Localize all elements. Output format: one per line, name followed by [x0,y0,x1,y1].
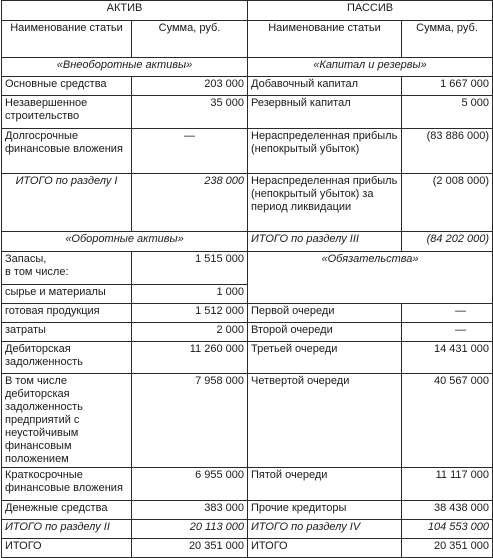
item-name: Дебиторская задолженность [2,342,132,374]
item-value: — [402,323,493,342]
section-total-label: ИТОГО по разделу II [2,520,132,539]
section-title: «Внеоборотные активы» [2,58,248,77]
item-name: Четвертой очереди [248,374,402,468]
item-value: 35 000 [132,96,248,129]
balance-sheet-table [1,0,493,558]
item-name: Нераспределенная прибыль (непокрытый убыток) за период ликвидации [248,174,402,232]
table-row [2,58,493,77]
sub-item-name: готовая продукция [2,304,132,323]
table-row [2,252,493,285]
section-total-value: 104 553 000 [402,520,493,539]
item-value: 2 000 [132,323,248,342]
item-value: 40 567 000 [402,374,493,468]
section-title: «Капитал и резервы» [248,58,493,77]
item-value: 5 000 [402,96,493,129]
table-row [2,96,493,129]
active-header: АКТИВ [2,1,248,21]
item-name: Нераспределенная прибыль (непокрытый убыток) [248,129,402,174]
table-row [2,129,493,174]
header-section-row [2,1,493,21]
item-value: — [132,129,248,174]
item-value: 14 431 000 [402,342,493,374]
grand-total-label: ИТОГО [248,539,402,558]
section-total-label: ИТОГО по разделу I [2,174,132,232]
passive-header: ПАССИВ [248,1,493,21]
section-title: «Оборотные активы» [2,232,248,252]
item-name: Долгосрочные финансовые вложения [2,129,132,174]
item-value: 38 438 000 [402,501,493,520]
active-item-name-header: Наименование статьи [2,21,132,58]
table-row [2,501,493,520]
table-row [2,468,493,501]
sub-item-name: затраты [2,323,132,342]
item-name: Краткосрочные финансовые вложения [2,468,132,501]
item-name: Первой очереди [248,304,402,323]
grand-total-value: 20 351 000 [402,539,493,558]
section-total-label: ИТОГО по разделу III [248,232,402,252]
item-name: Прочие кредиторы [248,501,402,520]
table-row [2,539,493,558]
grand-total-label: ИТОГО [2,539,132,558]
header-columns-row [2,21,493,58]
section-title: «Обязательства» [248,252,493,304]
item-value: (2 008 000) [402,174,493,232]
table-row [2,174,493,232]
item-value: (83 886 000) [402,129,493,174]
table-row [2,342,493,374]
section-total-value: 238 000 [132,174,248,232]
item-value: 383 000 [132,501,248,520]
item-value: 203 000 [132,77,248,96]
item-name: В том числе дебиторская задолженность предприятий с неустойчивым финансовым положением [2,374,132,468]
item-value: — [402,304,493,323]
item-name: Второй очереди [248,323,402,342]
section-total-value: 20 113 000 [132,520,248,539]
section-total-value: (84 202 000) [402,232,493,252]
item-name: Резервный капитал [248,96,402,129]
table-row [2,323,493,342]
active-sum-header: Сумма, руб. [132,21,248,58]
item-name: Пятой очереди [248,468,402,501]
item-value: 1 000 [132,285,248,304]
item-name: Незавершенное строительство [2,96,132,129]
item-value: 6 955 000 [132,468,248,501]
item-name: Третьей очереди [248,342,402,374]
item-value: 11 260 000 [132,342,248,374]
sub-item-name: сырье и материалы [2,285,132,304]
table-row [2,77,493,96]
item-name: Добавочный капитал [248,77,402,96]
table-row [2,304,493,323]
item-name: Денежные средства [2,501,132,520]
table-row [2,232,493,252]
item-value: 1 512 000 [132,304,248,323]
item-value: 1 515 000 [132,252,248,285]
item-value: 7 958 000 [132,374,248,468]
grand-total-value: 20 351 000 [132,539,248,558]
item-value: 1 667 000 [402,77,493,96]
table-row [2,374,493,468]
item-name: Основные средства [2,77,132,96]
passive-sum-header: Сумма, руб. [402,21,493,58]
item-name: Запасы, в том числе: [2,252,132,285]
passive-item-name-header: Наименование статьи [248,21,402,58]
section-total-label: ИТОГО по разделу IV [248,520,402,539]
table-row [2,520,493,539]
item-value: 11 117 000 [402,468,493,501]
